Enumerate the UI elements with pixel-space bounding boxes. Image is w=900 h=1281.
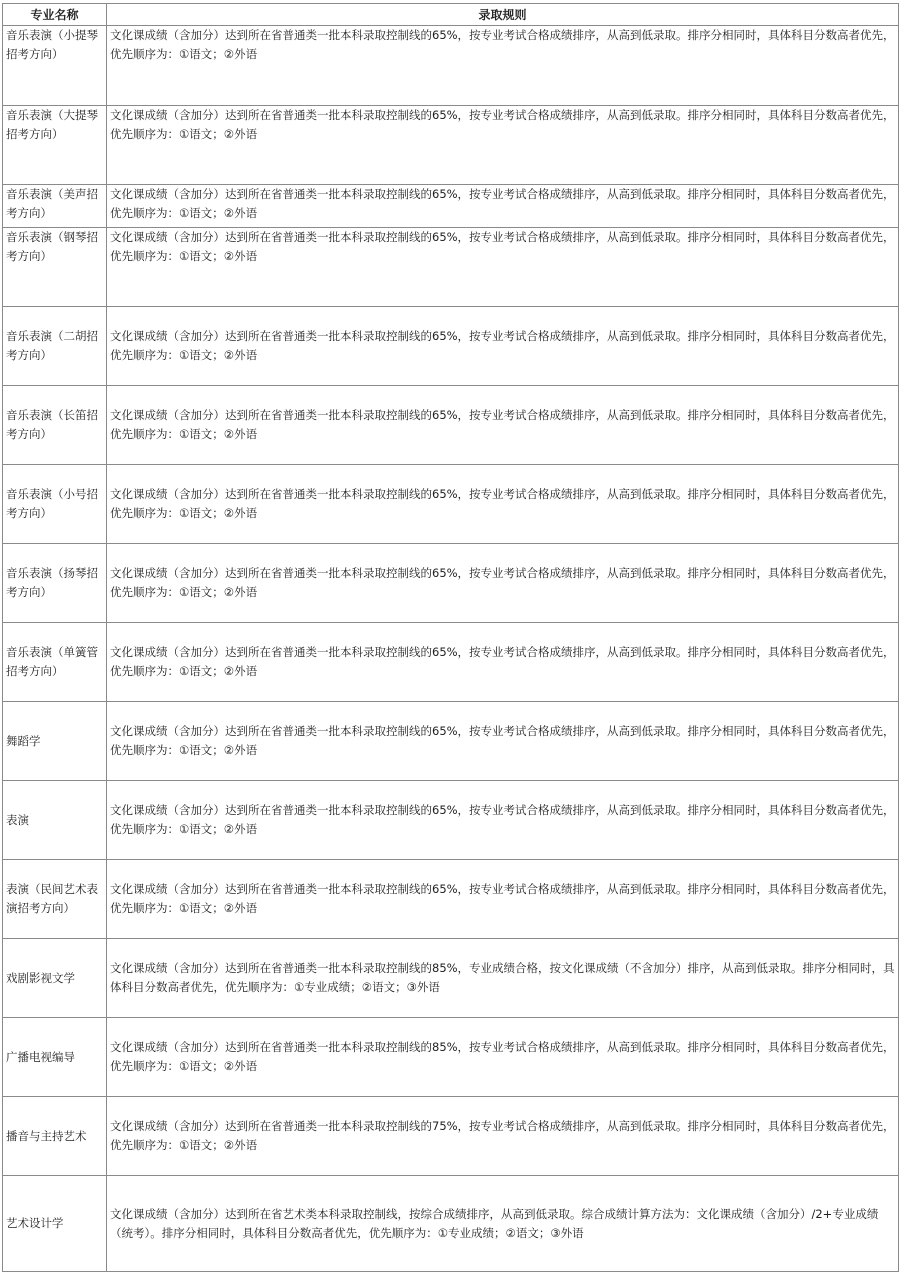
admission-rule-cell: 文化课成绩（含加分）达到所在省普通类一批本科录取控制线的65%，按专业考试合格成绩排序，从高到低录取。排序分相同时，具体科目分数高者优先，优先顺序为：①语文；②外语: [107, 465, 899, 544]
admission-rule-cell: 文化课成绩（含加分）达到所在省普通类一批本科录取控制线的65%，按专业考试合格成绩排序，从高到低录取。排序分相同时，具体科目分数高者优先，优先顺序为：①语文；②外语: [107, 228, 899, 307]
major-name-cell: 音乐表演（美声招考方向）: [3, 185, 107, 228]
admission-rule-cell: 文化课成绩（含加分）达到所在省普通类一批本科录取控制线的65%，按专业考试合格成绩排序，从高到低录取。排序分相同时，具体科目分数高者优先，优先顺序为：①语文；②外语: [107, 26, 899, 106]
table-row: [3, 939, 899, 1018]
major-name-cell: 广播电视编导: [3, 1018, 107, 1097]
table-row: [3, 544, 899, 623]
major-name-cell: 表演: [3, 781, 107, 860]
table-row: [3, 185, 899, 228]
table-row: [3, 1176, 899, 1272]
admission-rule-cell: 文化课成绩（含加分）达到所在省普通类一批本科录取控制线的65%，按专业考试合格成绩排序，从高到低录取。排序分相同时，具体科目分数高者优先，优先顺序为：①语文；②外语: [107, 185, 899, 228]
admission-rule-cell: 文化课成绩（含加分）达到所在省艺术类本科录取控制线，按综合成绩排序，从高到低录取。综合成绩计算方法为：文化课成绩（含加分）/2+专业成绩（统考）。排序分相同时，具体科目分数高者优先，优先顺序为：①专业成绩；②语文；③外语: [107, 1176, 899, 1272]
table-row: [3, 106, 899, 185]
admission-rule-cell: 文化课成绩（含加分）达到所在省普通类一批本科录取控制线的65%，按专业考试合格成绩排序，从高到低录取。排序分相同时，具体科目分数高者优先，优先顺序为：①语文；②外语: [107, 386, 899, 465]
major-name-cell: 音乐表演（小号招考方向）: [3, 465, 107, 544]
major-name-cell: 音乐表演（二胡招考方向）: [3, 307, 107, 386]
table-row: [3, 702, 899, 781]
major-name-cell: 音乐表演（大提琴招考方向）: [3, 106, 107, 185]
admission-rule-cell: 文化课成绩（含加分）达到所在省普通类一批本科录取控制线的65%，按专业考试合格成绩排序，从高到低录取。排序分相同时，具体科目分数高者优先，优先顺序为：①语文；②外语: [107, 781, 899, 860]
table-row: [3, 386, 899, 465]
table-header-row: [3, 4, 899, 26]
admission-rule-cell: 文化课成绩（含加分）达到所在省普通类一批本科录取控制线的65%，按专业考试合格成绩排序，从高到低录取。排序分相同时，具体科目分数高者优先，优先顺序为：①语文；②外语: [107, 623, 899, 702]
admission-rules-table: [2, 3, 899, 1272]
major-name-cell: 音乐表演（扬琴招考方向）: [3, 544, 107, 623]
major-name-cell: 艺术设计学: [3, 1176, 107, 1272]
admission-rule-cell: 文化课成绩（含加分）达到所在省普通类一批本科录取控制线的85%，按专业考试合格成绩排序，从高到低录取。排序分相同时，具体科目分数高者优先，优先顺序为：①语文；②外语: [107, 1018, 899, 1097]
admission-rule-cell: 文化课成绩（含加分）达到所在省普通类一批本科录取控制线的65%，按专业考试合格成绩排序，从高到低录取。排序分相同时，具体科目分数高者优先，优先顺序为：①语文；②外语: [107, 544, 899, 623]
major-name-cell: 音乐表演（小提琴招考方向）: [3, 26, 107, 106]
table-row: [3, 1018, 899, 1097]
admission-rule-cell: 文化课成绩（含加分）达到所在省普通类一批本科录取控制线的65%，按专业考试合格成绩排序，从高到低录取。排序分相同时，具体科目分数高者优先，优先顺序为：①语文；②外语: [107, 106, 899, 185]
table-row: [3, 228, 899, 307]
major-name-cell: 戏剧影视文学: [3, 939, 107, 1018]
major-name-cell: 播音与主持艺术: [3, 1097, 107, 1176]
major-name-cell: 舞蹈学: [3, 702, 107, 781]
table-row: [3, 1097, 899, 1176]
admission-rule-cell: 文化课成绩（含加分）达到所在省普通类一批本科录取控制线的65%，按专业考试合格成绩排序，从高到低录取。排序分相同时，具体科目分数高者优先，优先顺序为：①语文；②外语: [107, 860, 899, 939]
table-row: [3, 623, 899, 702]
header-major-name: 专业名称: [3, 4, 107, 26]
major-name-cell: 表演（民间艺术表演招考方向）: [3, 860, 107, 939]
major-name-cell: 音乐表演（单簧管招考方向）: [3, 623, 107, 702]
header-admission-rule: 录取规则: [107, 4, 899, 26]
admission-rule-cell: 文化课成绩（含加分）达到所在省普通类一批本科录取控制线的65%，按专业考试合格成绩排序，从高到低录取。排序分相同时，具体科目分数高者优先，优先顺序为：①语文；②外语: [107, 307, 899, 386]
table-row: [3, 465, 899, 544]
table-row: [3, 307, 899, 386]
table-row: [3, 781, 899, 860]
admission-rule-cell: 文化课成绩（含加分）达到所在省普通类一批本科录取控制线的85%，专业成绩合格，按文化课成绩（不含加分）排序，从高到低录取。排序分相同时，具体科目分数高者优先，优先顺序为：①专业成绩；②语文；③外语: [107, 939, 899, 1018]
admission-rule-cell: 文化课成绩（含加分）达到所在省普通类一批本科录取控制线的75%，按专业考试合格成绩排序，从高到低录取。排序分相同时，具体科目分数高者优先，优先顺序为：①语文；②外语: [107, 1097, 899, 1176]
major-name-cell: 音乐表演（长笛招考方向）: [3, 386, 107, 465]
table-row: [3, 26, 899, 106]
major-name-cell: 音乐表演（钢琴招考方向）: [3, 228, 107, 307]
admission-rule-cell: 文化课成绩（含加分）达到所在省普通类一批本科录取控制线的65%，按专业考试合格成绩排序，从高到低录取。排序分相同时，具体科目分数高者优先，优先顺序为：①语文；②外语: [107, 702, 899, 781]
table-row: [3, 860, 899, 939]
